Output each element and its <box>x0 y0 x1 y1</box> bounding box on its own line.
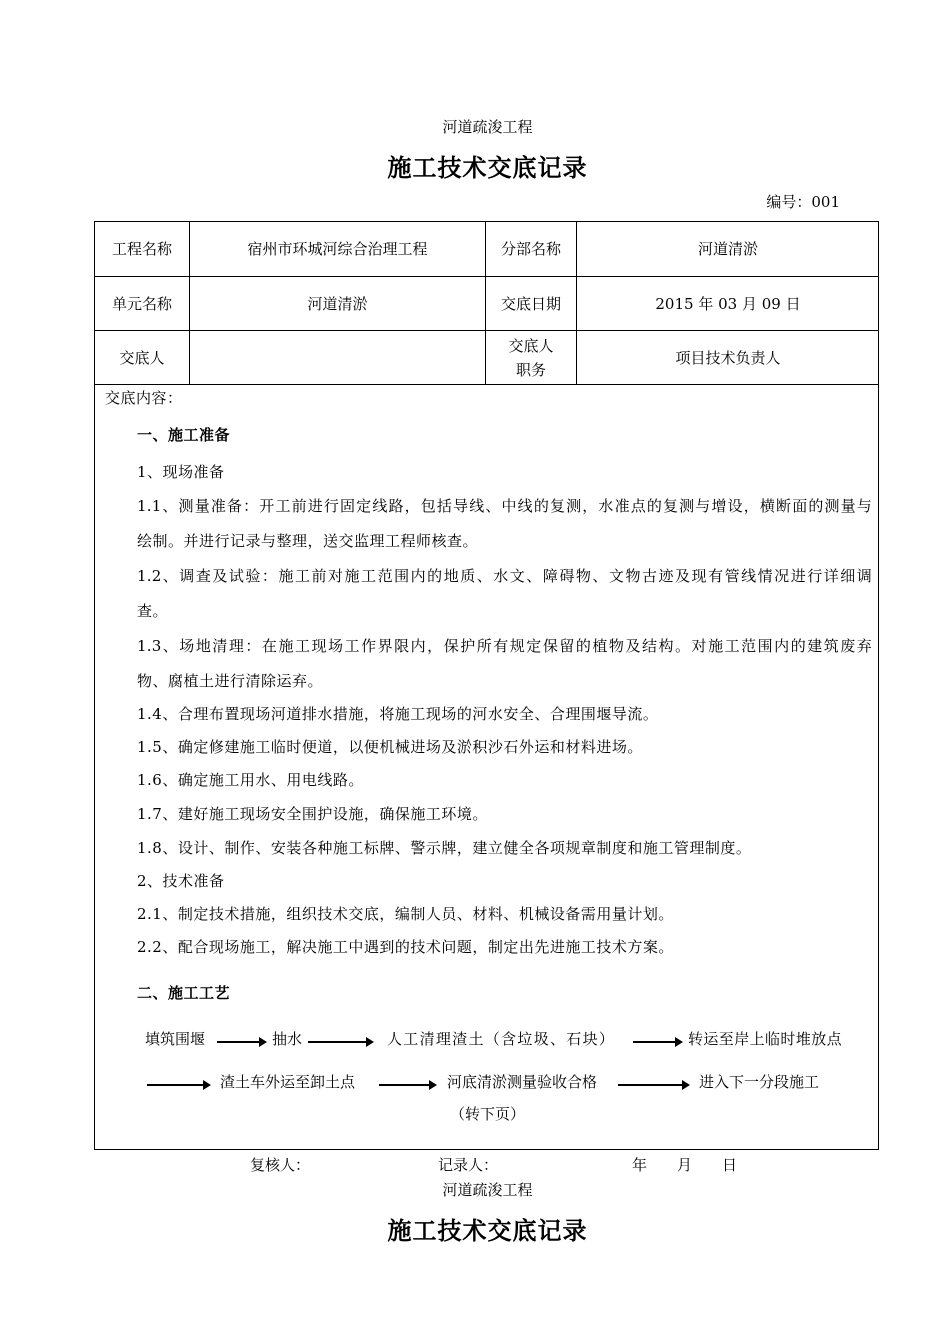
project-name-value: 宿州市环城河综合治理工程 <box>247 240 428 258</box>
document-number: 编号：001 <box>766 193 840 211</box>
paragraph-line: 2.2、配合现场施工，解决施工中遇到的技术问题，制定出先进施工技术方案。 <box>137 938 674 956</box>
paragraph-line: 1.1、测量准备：开工前进行固定线路，包括导线、中线的复测，水准点的复测与增设，横断面的测量与 <box>137 497 872 515</box>
row-divider <box>95 384 878 385</box>
arrow-right-icon <box>308 1041 368 1043</box>
presenter-position-label-line2: 职务 <box>515 360 546 379</box>
paragraph-line: 1.5、确定修建施工临时便道，以便机械进场及淤积沙石外运和材料进场。 <box>137 738 643 756</box>
subsection-heading: 2、技术准备 <box>137 872 225 890</box>
paragraph-line: 2.1、制定技术措施，组织技术交底，编制人员、材料、机械设备需用量计划。 <box>137 905 674 923</box>
section-heading: 二、施工工艺 <box>137 984 231 1002</box>
flow-step: 进入下一分段施工 <box>699 1073 820 1091</box>
project-type-label: 河道疏浚工程 <box>442 118 533 136</box>
paragraph-line: 1.6、确定施工用水、用电线路。 <box>137 771 364 789</box>
arrow-right-icon <box>379 1084 431 1086</box>
division-value: 河道清淤 <box>697 240 758 258</box>
presenter-label: 交底人 <box>119 348 165 367</box>
paragraph-line: 查。 <box>137 602 169 620</box>
flow-step: 填筑围堰 <box>145 1030 206 1048</box>
date-fields: 年 月 日 <box>632 1156 738 1174</box>
project-name-label: 工程名称 <box>111 240 172 258</box>
next-page-title: 施工技术交底记录 <box>387 1216 588 1245</box>
date-label: 交底日期 <box>500 294 561 313</box>
arrow-right-icon <box>618 1084 684 1086</box>
date-value: 2015 年 03 月 09 日 <box>655 294 801 313</box>
subsection-heading: 1、现场准备 <box>137 463 225 481</box>
arrow-right-icon <box>633 1041 677 1043</box>
unit-label: 单元名称 <box>111 294 172 313</box>
flow-step: 抽水 <box>272 1030 303 1048</box>
paragraph-line: 1.7、建好施工现场安全围护设施，确保施工环境。 <box>137 805 488 823</box>
reviewer-label: 复核人： <box>250 1156 311 1174</box>
flow-step: 人工清理渣土（含垃圾、石块） <box>387 1030 616 1048</box>
recorder-label: 记录人： <box>438 1156 499 1174</box>
paragraph-line: 1.8、设计、制作、安装各种施工标牌、警示牌，建立健全各项规章制度和施工管理制度。 <box>137 839 752 857</box>
paragraph-line: 1.3、场地清理：在施工现场工作界限内，保护所有规定保留的植物及结构。对施工范围内的建筑废弃 <box>137 637 872 655</box>
presenter-value <box>190 331 485 384</box>
presenter-position-label <box>486 331 576 384</box>
page-title: 施工技术交底记录 <box>387 153 588 182</box>
continued-note: （转下页） <box>450 1105 526 1123</box>
record-table <box>94 221 879 1150</box>
content-label: 交底内容： <box>105 389 183 407</box>
presenter-position-value: 项目技术负责人 <box>675 348 781 367</box>
flow-step: 转运至岸上临时堆放点 <box>688 1030 843 1048</box>
arrow-right-icon <box>217 1041 261 1043</box>
paragraph-line: 物、腐植土进行清除运弃。 <box>137 672 324 690</box>
unit-value: 河道清淤 <box>307 294 368 313</box>
section-heading: 一、施工准备 <box>137 426 231 444</box>
paragraph-line: 1.4、合理布置现场河道排水措施，将施工现场的河水安全、合理围堰导流。 <box>137 705 659 723</box>
paragraph-line: 1.2、调查及试验：施工前对施工范围内的地质、水文、障碍物、文物古迹及现有管线情况进行详细调 <box>137 567 872 585</box>
flow-step: 河底清淤测量验收合格 <box>447 1073 598 1091</box>
arrow-right-icon <box>147 1084 205 1086</box>
next-page-project-type: 河道疏浚工程 <box>442 1181 533 1199</box>
flow-step: 渣土车外运至卸土点 <box>220 1073 356 1091</box>
division-label: 分部名称 <box>500 240 561 258</box>
paragraph-line: 绘制。并进行记录与整理，送交监理工程师核查。 <box>137 532 479 550</box>
presenter-position-label-line1: 交底人 <box>508 336 554 355</box>
